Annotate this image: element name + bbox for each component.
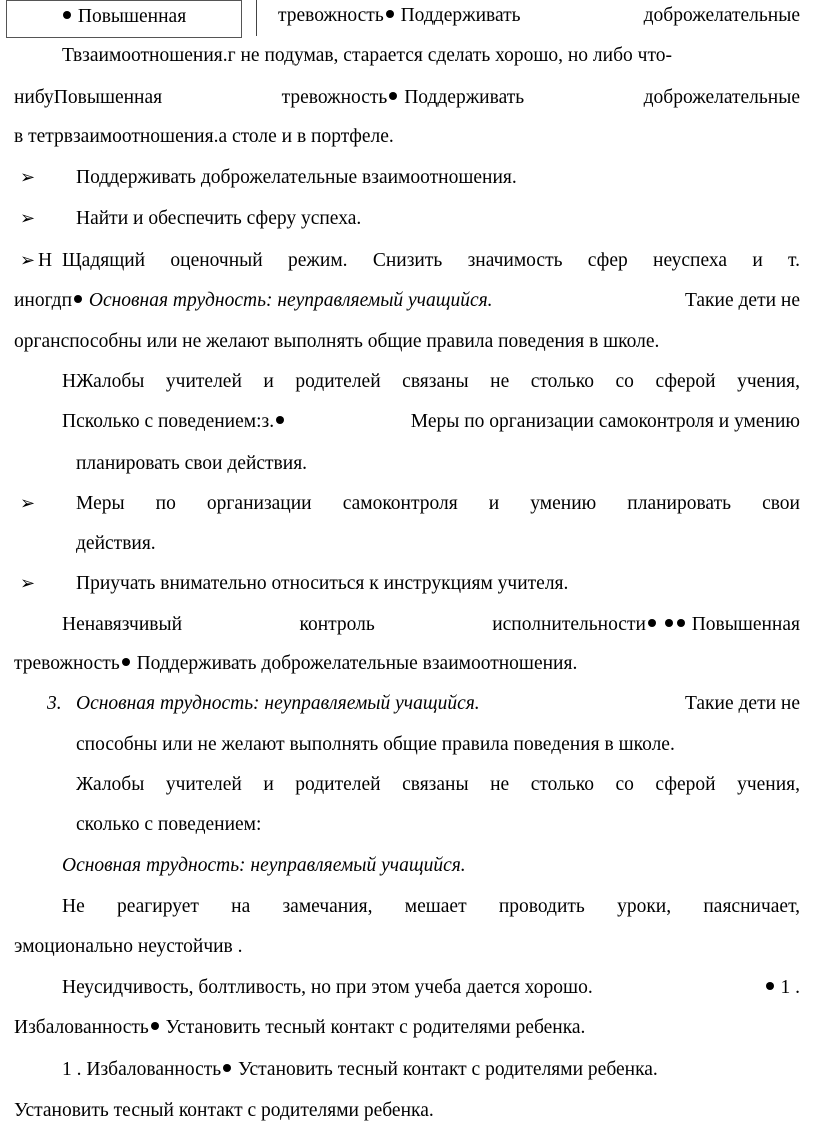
italic-heading: Основная трудность: неуправляемый учащийся. bbox=[62, 855, 466, 876]
list-item: Меры по организации самоконтроля и умению планировать свои bbox=[76, 493, 800, 514]
list-item: Приучать внимательно относиться к инструкциям учителя. bbox=[76, 573, 569, 594]
paragraph-line: Ненавязчивый контроль исполнительности Повышенная bbox=[62, 614, 800, 635]
paragraph-line: Установить тесный контакт с родителями ребенка. bbox=[14, 1100, 434, 1121]
paragraph-line: нибуПовышенная тревожность Поддерживать доброжелательные bbox=[14, 87, 800, 108]
paragraph-line: Твзаимоотношения.г не подумав, старается сделать хорошо, но либо что- bbox=[62, 45, 672, 66]
bullet-icon bbox=[389, 92, 397, 100]
paragraph-line: в тетрвзаимоотношения.а столе и в портфеле. bbox=[14, 126, 394, 147]
arrow-bullet-icon: ➢ bbox=[20, 250, 36, 271]
arrow-bullet-icon: ➢ bbox=[20, 208, 36, 229]
paragraph-line: НЖалобы учителей и родителей связаны не столько со сферой учения, bbox=[62, 371, 800, 392]
paragraph-line: иногдп Основная трудность: неуправляемый учащийся. Такие дети не bbox=[14, 290, 800, 311]
bullet-icon bbox=[276, 416, 284, 424]
list-item: Поддерживать доброжелательные взаимоотношения. bbox=[76, 167, 517, 188]
bullet-icon bbox=[122, 658, 130, 666]
header-box-label: Повышенная bbox=[61, 6, 186, 28]
arrow-bullet-icon: ➢ bbox=[20, 167, 36, 188]
paragraph-line: Неусидчивость, болтливость, но при этом учеба дается хорошо. 1 . bbox=[62, 977, 800, 998]
list-item: Найти и обеспечить сферу успеха. bbox=[76, 208, 362, 229]
list-item-prefix: Н bbox=[38, 250, 53, 271]
list-item-continuation: действия. bbox=[76, 533, 156, 554]
paragraph-line: органспособны или не желают выполнять общие правила поведения в школе. bbox=[14, 331, 660, 352]
bullet-icon bbox=[677, 619, 685, 627]
numbered-item: Основная трудность: неуправляемый учащийся. Такие дети не bbox=[76, 693, 800, 714]
arrow-bullet-icon: ➢ bbox=[20, 573, 36, 594]
bullet-icon bbox=[386, 10, 394, 18]
numbered-item-line: сколько с поведением: bbox=[76, 814, 262, 835]
bullet-icon bbox=[151, 1022, 159, 1030]
top-line: тревожность Поддерживать доброжелательные bbox=[278, 5, 800, 26]
numbered-item-line: Жалобы учителей и родителей связаны не столько со сферой учения, bbox=[76, 774, 800, 795]
numbered-item-line: способны или не желают выполнять общие правила поведения в школе. bbox=[76, 734, 675, 755]
bullet-icon bbox=[74, 295, 82, 303]
arrow-bullet-icon: ➢ bbox=[20, 493, 36, 514]
paragraph-line: тревожность Поддерживать доброжелательные взаимоотношения. bbox=[14, 653, 578, 674]
bullet-icon bbox=[63, 11, 71, 19]
paragraph-line: 1 . Избалованность Установить тесный контакт с родителями ребенка. bbox=[62, 1059, 658, 1080]
paragraph-line: Псколько с поведением:з. Меры по организации самоконтроля и умению bbox=[62, 411, 800, 432]
paragraph-line: планировать свои действия. bbox=[76, 453, 308, 474]
bullet-icon bbox=[648, 619, 656, 627]
divider bbox=[256, 0, 257, 36]
paragraph-line: эмоционально неустойчив . bbox=[14, 936, 243, 957]
paragraph-line: Не реагирует на замечания, мешает проводить уроки, паясничает, bbox=[62, 896, 800, 917]
header-text-box bbox=[6, 0, 242, 38]
list-number: 3. bbox=[47, 693, 62, 714]
list-item: Щадящий оценочный режим. Снизить значимость сфер неуспеха и т. bbox=[62, 250, 800, 271]
paragraph-line: Избалованность Установить тесный контакт с родителями ребенка. bbox=[14, 1017, 586, 1038]
bullet-icon bbox=[766, 982, 774, 990]
bullet-icon bbox=[223, 1064, 231, 1072]
bullet-icon bbox=[665, 619, 673, 627]
